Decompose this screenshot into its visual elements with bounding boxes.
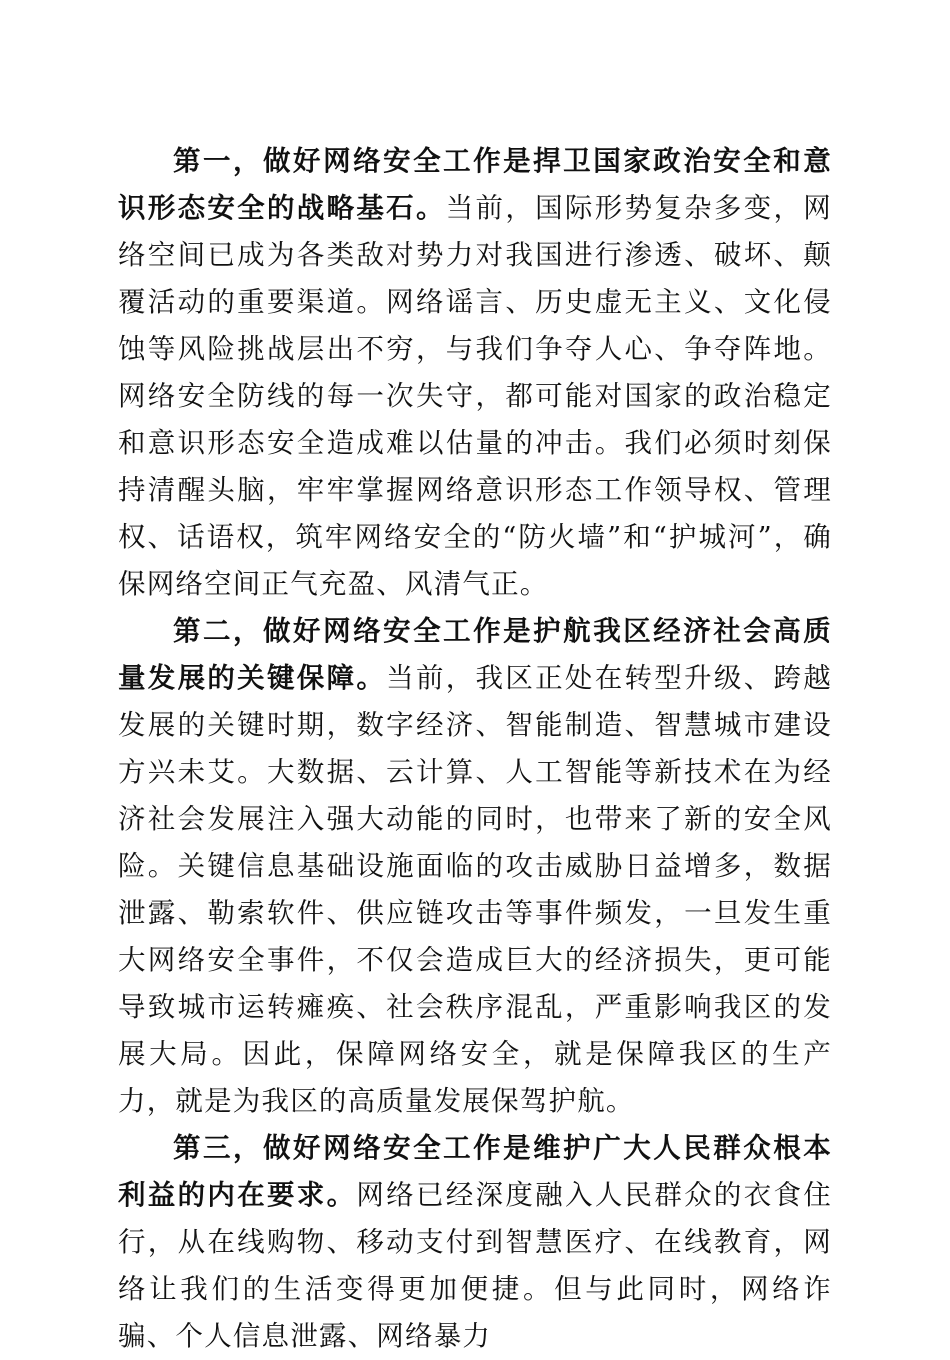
paragraph-first xyxy=(118,138,832,608)
paragraph-first-lead: 第一，做好网络安全工作是捍卫国家政治安全和意识形态安全的战略基石。 xyxy=(118,145,832,224)
paragraph-third-lead: 第三，做好网络安全工作是维护广大人民群众根本利益的内在要求。 xyxy=(118,1132,832,1211)
paragraph-first-body: 当前，国际形势复杂多变，网络空间已成为各类敌对势力对我国进行渗透、破坏、颠覆活动的重要渠道。网络谣言、历史虚无主义、文化侵蚀等风险挑战层出不穷，与我们争夺人心、争夺阵地。网络安全防线的每一次失守，都可能对国家的政治稳定和意识形态安全造成难以估量的冲击。我们必须时刻保持清醒头脑，牢牢掌握网络意识形态工作领导权、管理权、话语权，筑牢网络安全的“防火墙”和“护城河”，确保网络空间正气充盈、风清气正。 xyxy=(118,192,832,600)
paragraph-third-body: 网络已经深度融入人民群众的衣食住行，从在线购物、移动支付到智慧医疗、在线教育，网络让我们的生活变得更加便捷。但与此同时，网络诈骗、个人信息泄露、网络暴力 xyxy=(118,1179,833,1352)
paragraph-second-lead: 第二，做好网络安全工作是护航我区经济社会高质量发展的关键保障。 xyxy=(118,615,832,694)
paragraph-second xyxy=(118,608,832,1125)
document-page xyxy=(118,138,832,1360)
paragraph-third xyxy=(118,1125,832,1360)
paragraph-second-body: 当前，我区正处在转型升级、跨越发展的关键时期，数字经济、智能制造、智慧城市建设方兴未艾。大数据、云计算、人工智能等新技术在为经济社会发展注入强大动能的同时，也带来了新的安全风险。关键信息基础设施面临的攻击威胁日益增多，数据泄露、勒索软件、供应链攻击等事件频发，一旦发生重大网络安全事件，不仅会造成巨大的经济损失，更可能导致城市运转瘫痪、社会秩序混乱，严重影响我区的发展大局。因此，保障网络安全，就是保障我区的生产力，就是为我区的高质量发展保驾护航。 xyxy=(118,662,832,1117)
